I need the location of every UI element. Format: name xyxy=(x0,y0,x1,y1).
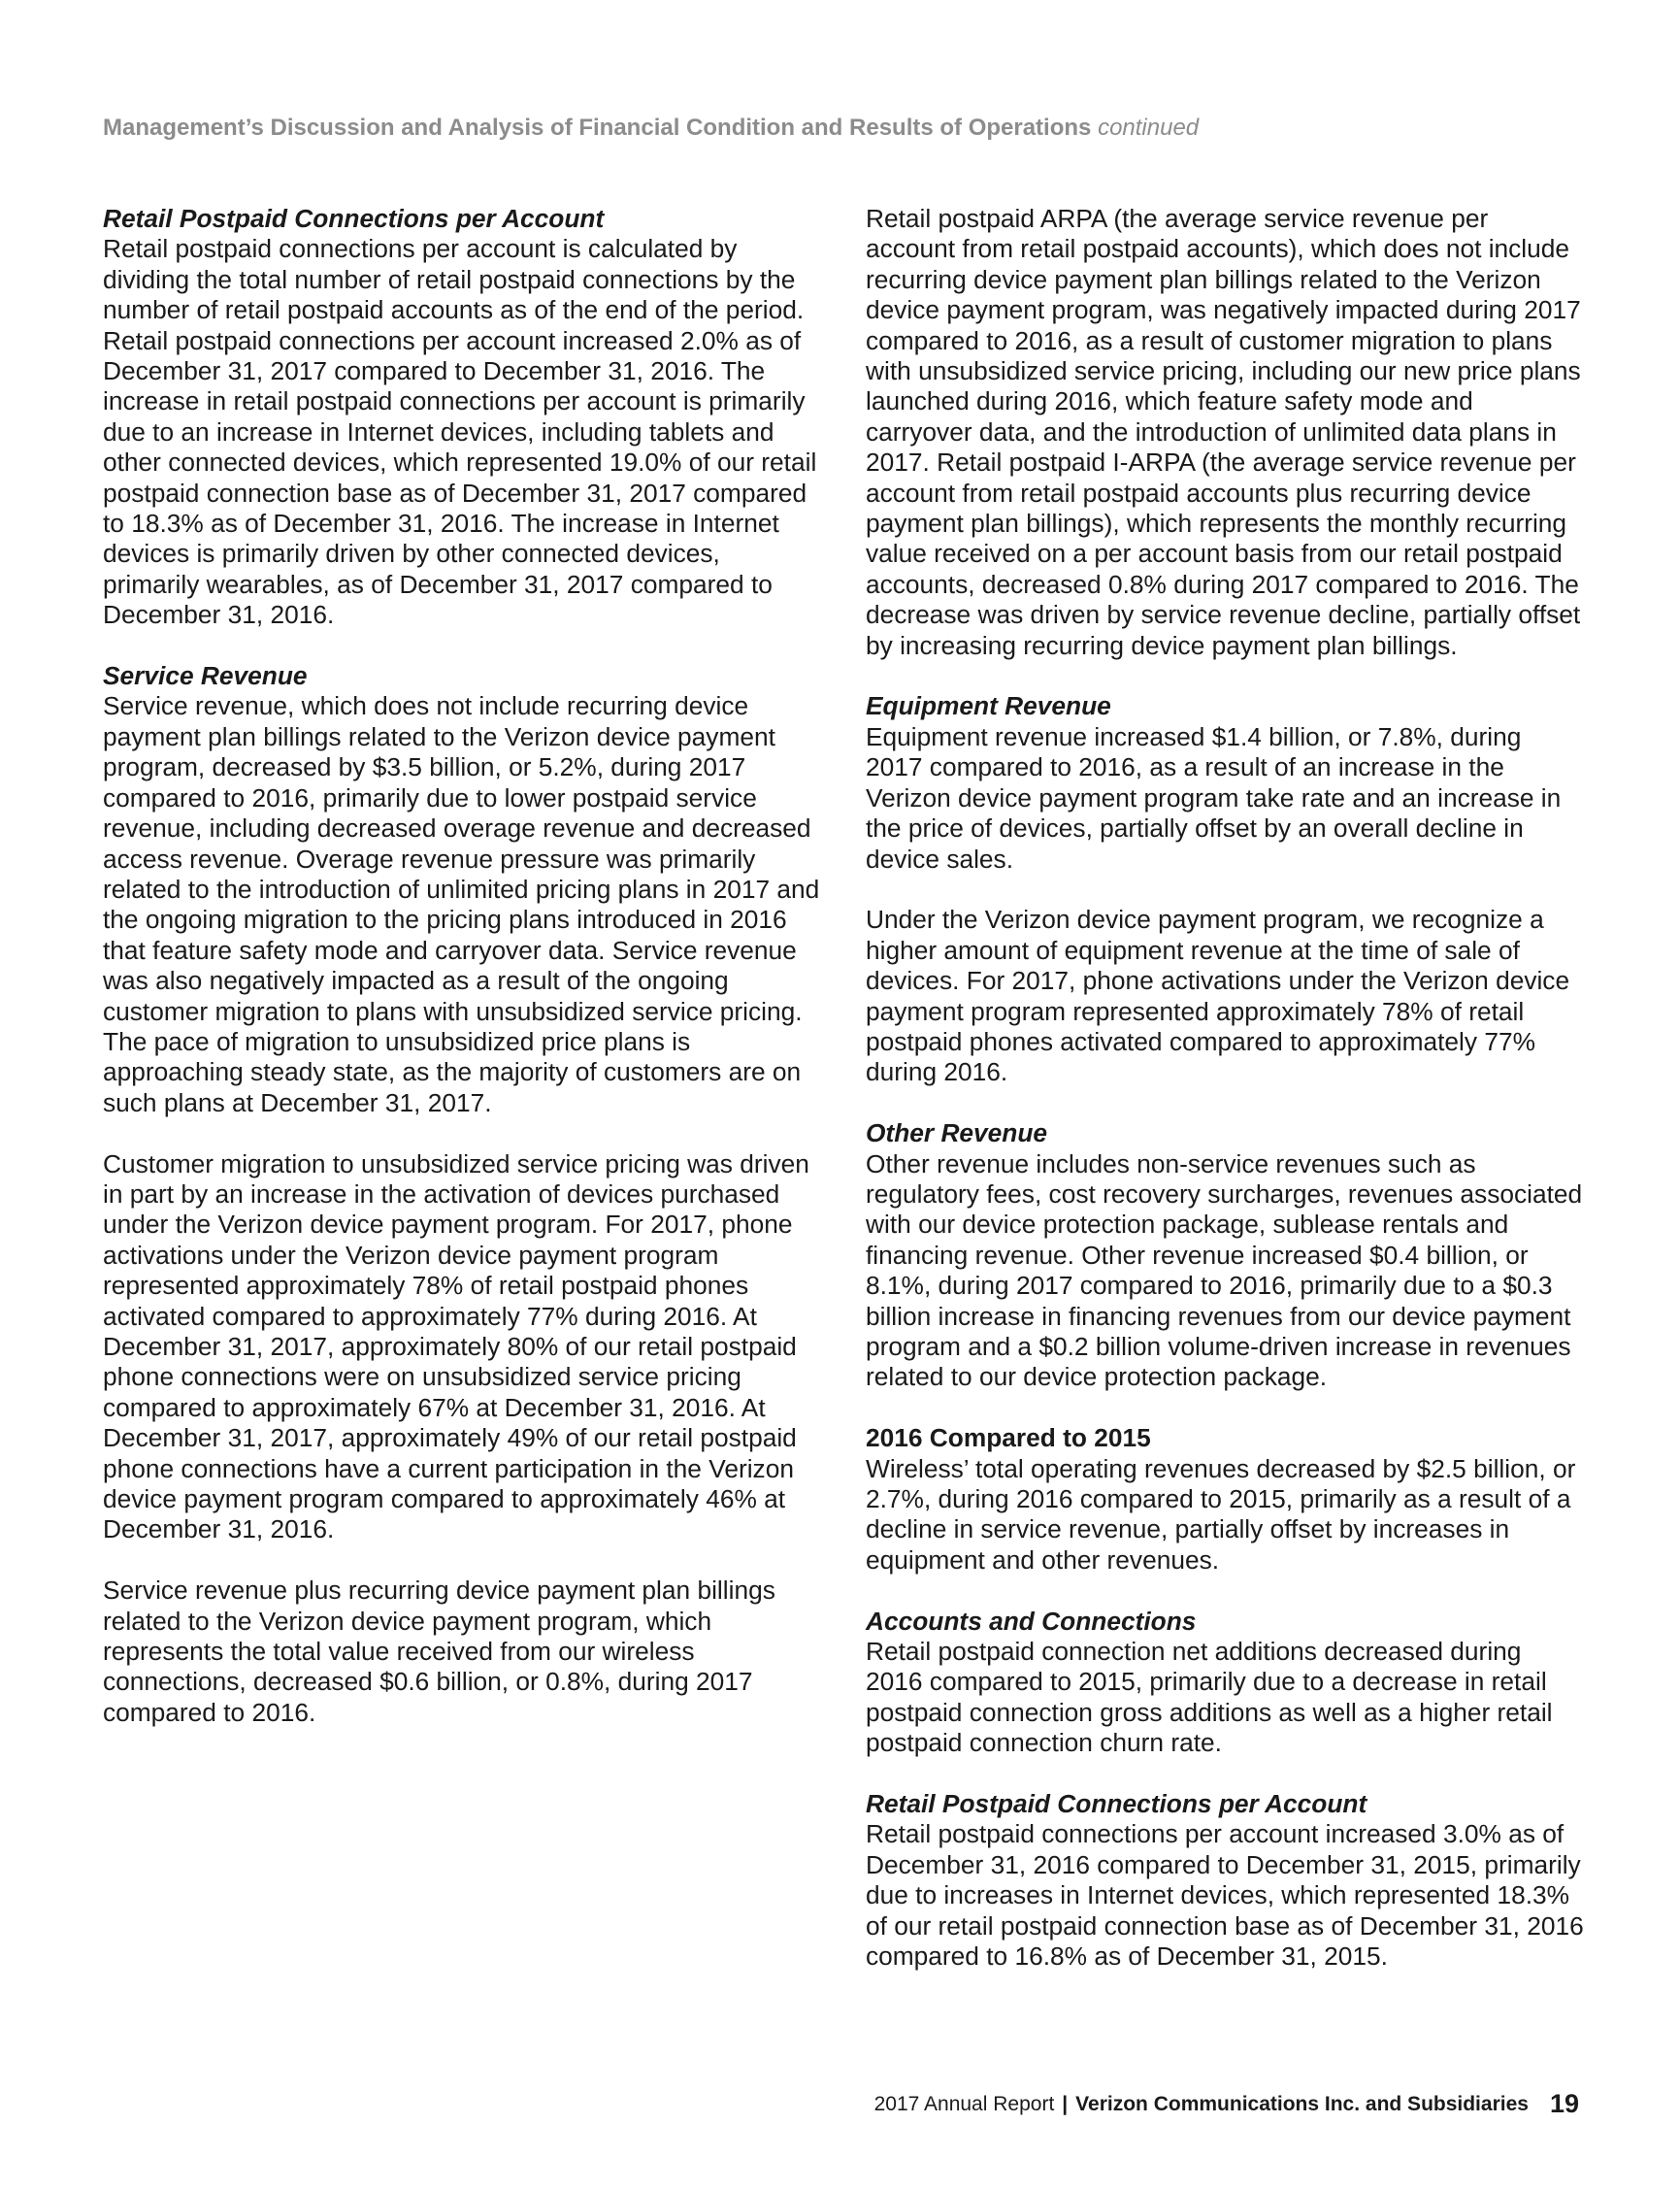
section-retail-postpaid-connections-2017 xyxy=(103,204,821,631)
section-retail-postpaid-connections-2016 xyxy=(866,1789,1584,1972)
left-column xyxy=(103,204,821,1759)
paragraph: Retail postpaid connection net additions decreased during 2016 compared to 2015, primarily due to a decrease in retail postpaid connection gross additions as well as a higher retail postpaid connection churn rate. xyxy=(866,1637,1553,1758)
section-arpa xyxy=(866,204,1584,661)
page-header-continued: continued xyxy=(1098,115,1200,141)
page-header-title: Management’s Discussion and Analysis of Financial Condition and Results of Operations xyxy=(103,115,1092,141)
paragraph: Retail postpaid connections per account increased 3.0% as of December 31, 2016 compared to December 31, 2015, primarily due to increases in Internet devices, which represented 18.3% of our retail postpaid connection base as of December 31, 2016 compared to 16.8% as of December 31, 2015. xyxy=(866,1819,1584,1972)
section-heading: Equipment Revenue xyxy=(866,691,1111,721)
section-service-revenue xyxy=(103,661,821,1728)
footer-separator: | xyxy=(1062,2093,1069,2115)
section-accounts-and-connections xyxy=(866,1607,1584,1759)
right-column xyxy=(866,204,1584,2003)
paragraph: Retail postpaid ARPA (the average service revenue per account from retail postpaid accounts), which does not include recurring device payment plan billings related to the Verizon device payment program, was negatively impacted during 2017 compared to 2016, as a result of customer migration to plans with unsubsidized service pricing, including our new price plans launched during 2016, which feature safety mode and carryover data, and the introduction of unlimited data plans in 2017. Retail postpaid I-ARPA (the average service revenue per account from retail postpaid accounts plus recurring device payment plan billings), which represents the monthly recurring value received on a per account basis from our retail postpaid accounts, decreased 0.8% during 2017 compared to 2016. The decrease was driven by service revenue decline, partially offset by increasing recurring device payment plan billings. xyxy=(866,204,1581,660)
page-header xyxy=(103,115,1199,142)
paragraph: Equipment revenue increased $1.4 billion, or 7.8%, during 2017 compared to 2016, as a result of an increase in the Verizon device payment program take rate and an increase in the price of devices, partially offset by an overall decline in device sales. xyxy=(866,721,1562,874)
footer-company-name: Verizon Communications Inc. and Subsidiaries xyxy=(1075,2093,1529,2115)
section-heading: 2016 Compared to 2015 xyxy=(866,1423,1151,1453)
footer-report-label: 2017 Annual Report xyxy=(873,2093,1055,2115)
section-other-revenue xyxy=(866,1118,1584,1393)
page-number: 19 xyxy=(1549,2089,1579,2118)
paragraph: Under the Verizon device payment program, we recognize a higher amount of equipment revenue at the time of sale of devices. For 2017, phone activations under the Verizon device payment program represented approximately 78% of retail postpaid phones activated compared to approximately 77% during 2016. xyxy=(866,905,1570,1087)
section-heading: Retail Postpaid Connections per Account xyxy=(866,1789,1367,1819)
section-2016-compared-to-2015 xyxy=(866,1423,1584,1576)
section-equipment-revenue xyxy=(866,691,1584,1087)
section-heading: Retail Postpaid Connections per Account xyxy=(103,204,605,233)
section-heading: Other Revenue xyxy=(866,1118,1048,1148)
paragraph: Service revenue, which does not include recurring device payment plan billings related to the Verizon device payment program, decreased by $3.5 billion, or 5.2%, during 2017 compared to 2016, primarily due to lower postpaid service revenue, including decreased overage revenue and decreased access revenue. Overage revenue pressure was primarily related to the introduction of unlimited pricing plans in 2017 and the ongoing migration to the pricing plans introduced in 2016 that feature safety mode and carryover data. Service revenue was also negatively impacted as a result of the ongoing customer migration to plans with unsubsidized service pricing. The pace of migration to unsubsidized price plans is approaching steady state, as the majority of customers are on such plans at December 31, 2017. xyxy=(103,691,820,1117)
section-heading: Accounts and Connections xyxy=(866,1606,1197,1636)
paragraph: Other revenue includes non-service revenues such as regulatory fees, cost recovery surcharges, revenues associated with our device protection package, sublease rentals and financing revenue. Other revenue increased $0.4 billion, or 8.1%, during 2017 compared to 2016, primarily due to a $0.3 billion increase in financing revenues from our device payment program and a $0.2 billion volume-driven increase in revenues related to our device protection package. xyxy=(866,1148,1583,1392)
paragraph: Service revenue plus recurring device payment plan billings related to the Verizon device payment program, which represents the total value received from our wireless connections, decreased $0.6 billion, or 0.8%, during 2017 compared to 2016. xyxy=(103,1576,775,1727)
paragraph: Customer migration to unsubsidized service pricing was driven in part by an increase in the activation of devices purchased under the Verizon device payment program. For 2017, phone activations under the Verizon device payment program represented approximately 78% of retail postpaid phones activated compared to approximately 77% during 2016. At December 31, 2017, approximately 80% of our retail postpaid phone connections were on unsubsidized service pricing compared to approximately 67% at December 31, 2016. At December 31, 2017, approximately 49% of our retail postpaid phone connections have a current participation in the Verizon device payment program compared to approximately 46% at December 31, 2016. xyxy=(103,1148,809,1544)
page-footer xyxy=(874,2089,1579,2119)
paragraph: Retail postpaid connections per account is calculated by dividing the total number of retail postpaid connections by the number of retail postpaid accounts as of the end of the period. Retail postpaid connections per account increased 2.0% as of December 31, 2017 compared to December 31, 2016. The increase in retail postpaid connections per account is primarily due to an increase in Internet devices, including tablets and other connected devices, which represented 19.0% of our retail postpaid connection base as of December 31, 2017 compared to 18.3% as of December 31, 2016. The increase in Internet devices is primarily driven by other connected devices, primarily wearables, as of December 31, 2017 compared to December 31, 2016. xyxy=(103,234,817,630)
section-heading: Service Revenue xyxy=(103,661,308,691)
paragraph: Wireless’ total operating revenues decreased by $2.5 billion, or 2.7%, during 2016 compared to 2015, primarily as a result of a decline in service revenue, partially offset by increases in equipment and other revenues. xyxy=(866,1453,1576,1575)
